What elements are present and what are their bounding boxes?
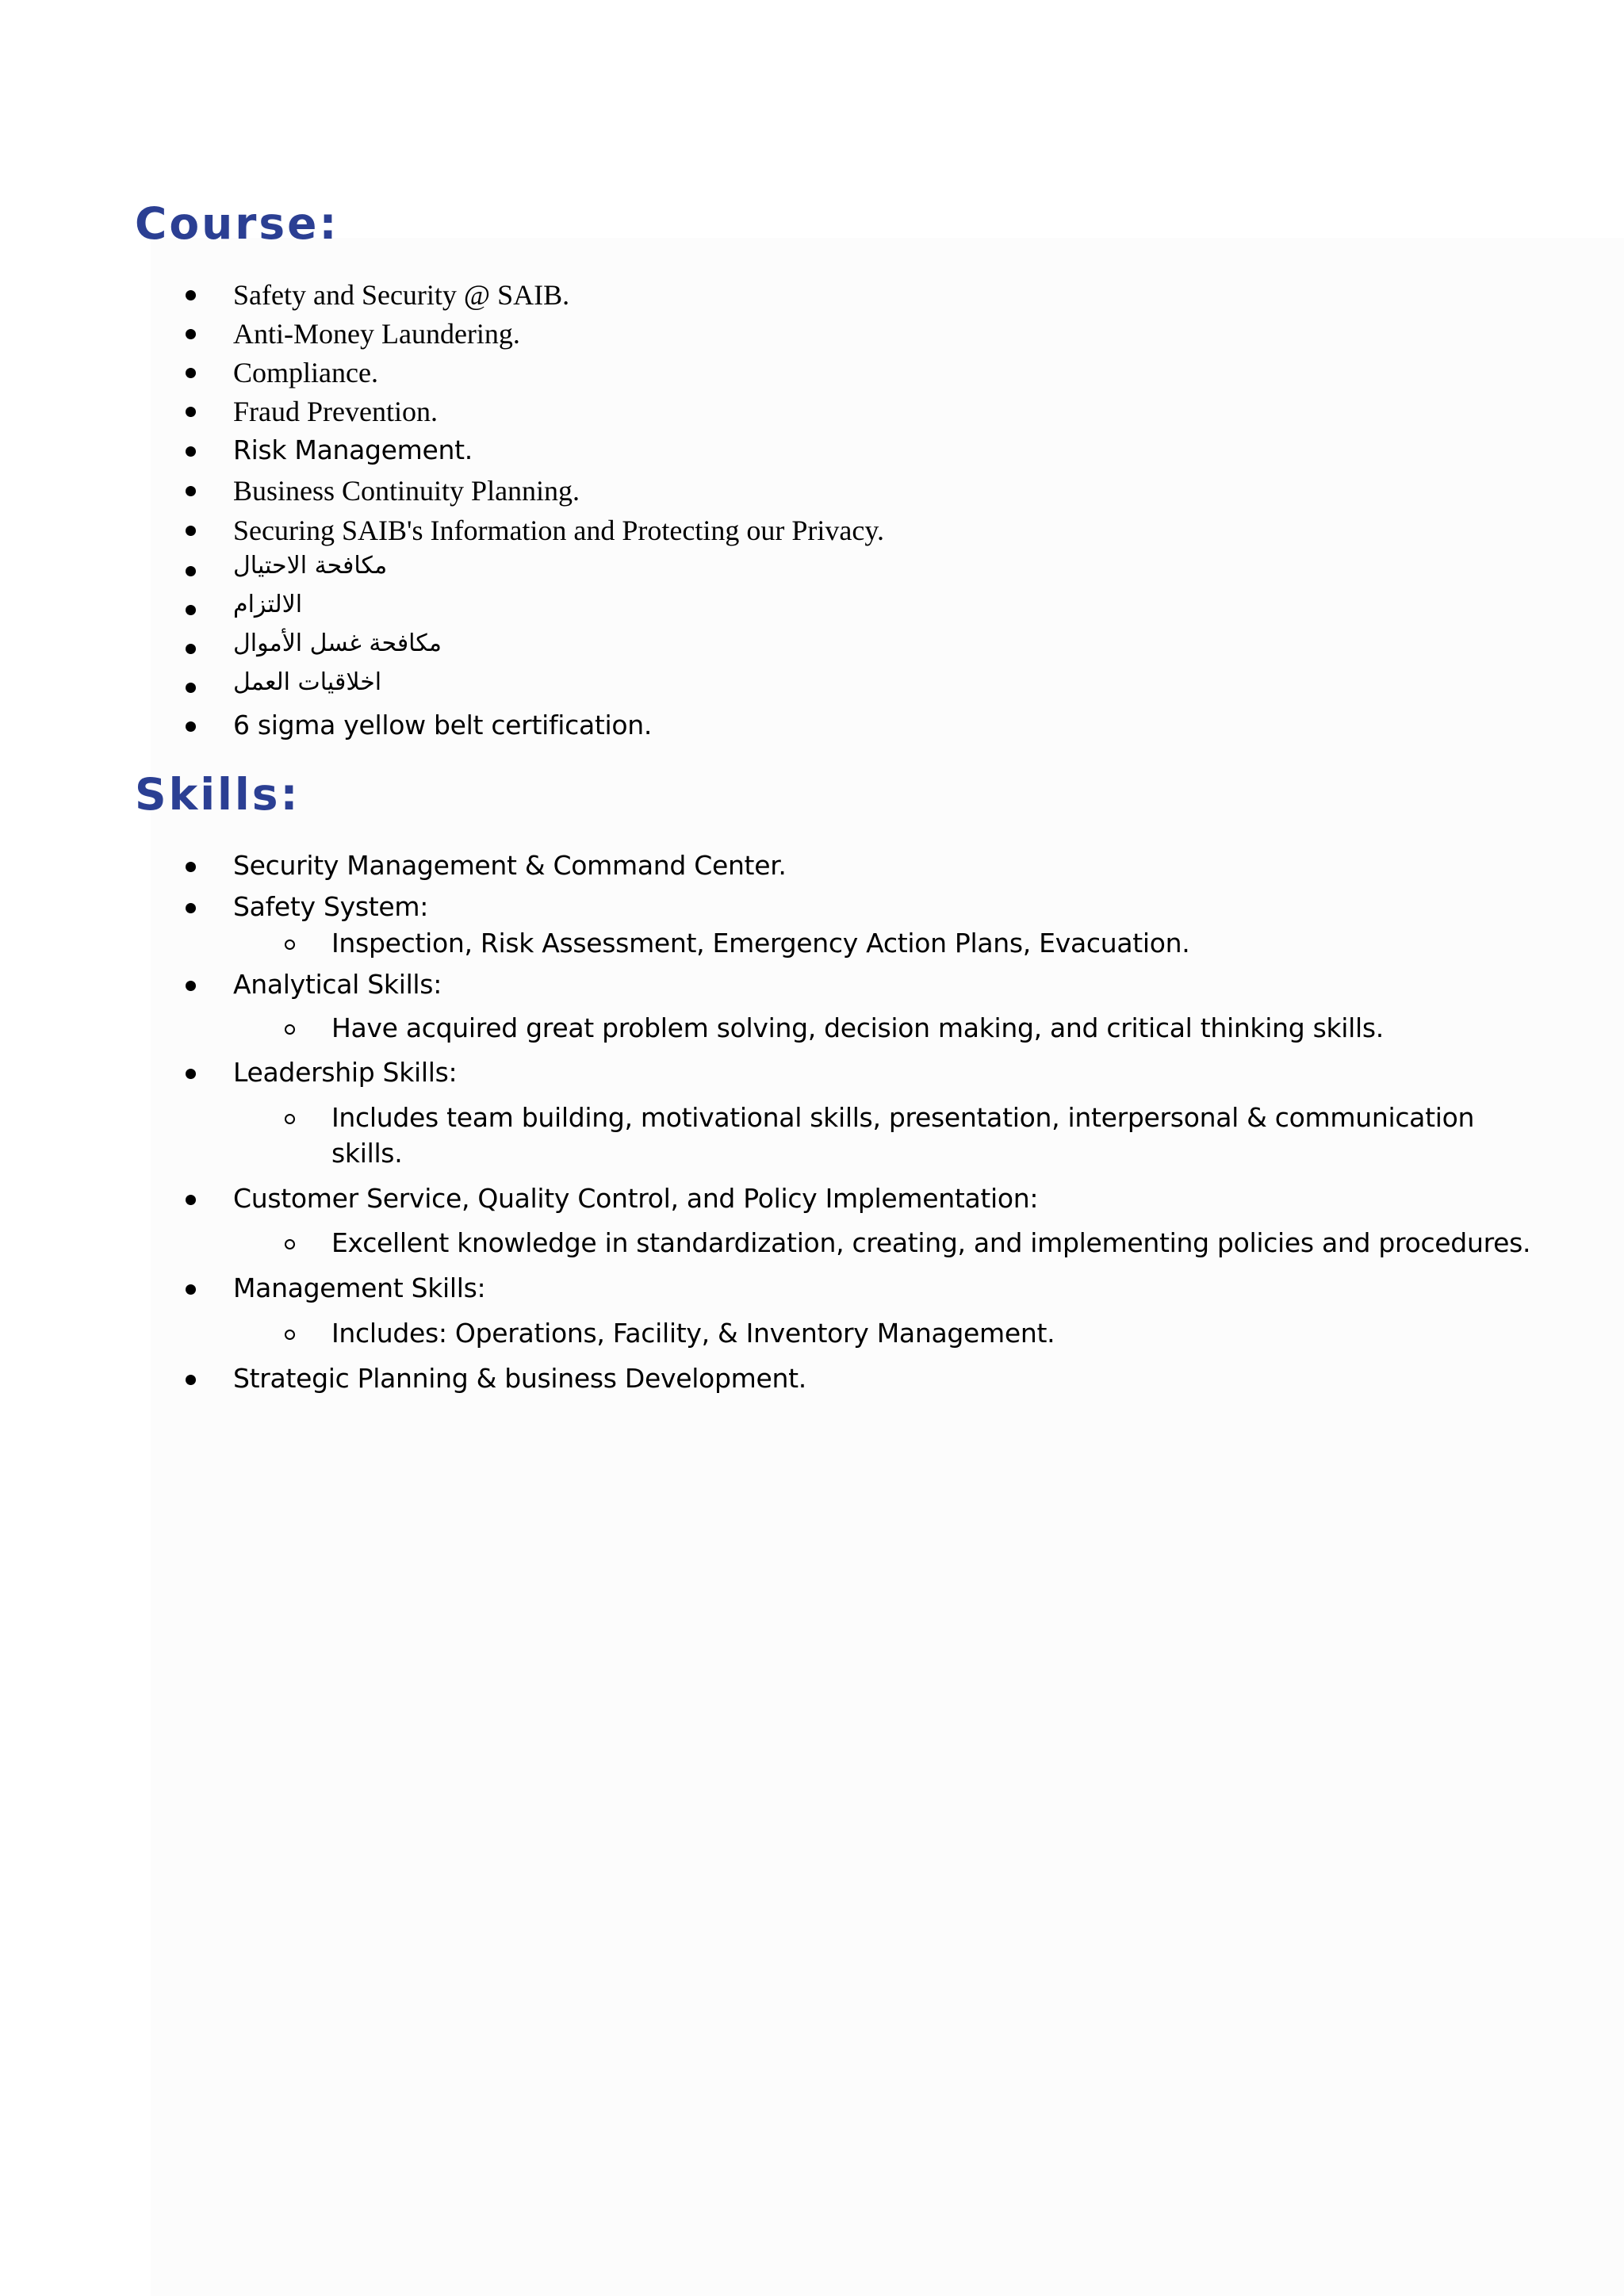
sub-bullet-icon	[285, 1114, 295, 1124]
skills-item-text: Strategic Planning & business Development.	[233, 1363, 806, 1394]
skills-item-text: Leadership Skills:	[233, 1057, 458, 1088]
course-item-text: Anti-Money Laundering.	[233, 318, 520, 350]
bullet-icon	[186, 486, 196, 496]
skills-heading: Skills:	[135, 769, 301, 820]
bullet-icon	[186, 903, 196, 913]
skills-subitem	[0, 1225, 1531, 1265]
course-item	[0, 589, 1507, 629]
bullet-icon	[186, 566, 196, 576]
bullet-icon	[186, 862, 196, 872]
course-item-text: 6 sigma yellow belt certification.	[233, 710, 653, 740]
skills-item-text: Safety System:	[233, 891, 429, 922]
course-item-text: Risk Management.	[233, 434, 473, 465]
skills-item	[0, 848, 1507, 887]
skills-item-text: Security Management & Command Center.	[233, 850, 787, 881]
course-item	[0, 707, 1507, 747]
course-item-text: الالتزام	[233, 591, 303, 618]
course-heading: Course:	[135, 198, 339, 249]
skills-item	[0, 1181, 1507, 1220]
course-item-text: مكافحة غسل الأموال	[233, 629, 442, 657]
course-item	[0, 315, 1507, 354]
bullet-icon	[186, 683, 196, 693]
skills-item	[0, 1054, 1507, 1094]
sub-bullet-icon	[285, 1330, 295, 1340]
course-item-text: مكافحة الاحتيال	[233, 552, 388, 580]
bullet-icon	[186, 526, 196, 536]
bullet-icon	[186, 1375, 196, 1385]
bullet-icon	[186, 605, 196, 615]
sub-bullet-icon	[285, 1239, 295, 1249]
course-item	[0, 472, 1507, 511]
skills-subitem	[0, 1100, 1507, 1139]
bullet-icon	[186, 1069, 196, 1079]
skills-item	[0, 889, 1507, 928]
skills-subitem	[0, 1010, 1507, 1050]
course-item	[0, 432, 1507, 472]
skills-item-text: Management Skills:	[233, 1272, 486, 1303]
skills-item-text: Customer Service, Quality Control, and Policy Implementation:	[233, 1183, 1039, 1214]
course-item-text: Securing SAIB's Information and Protecting our Privacy.	[233, 515, 885, 546]
sub-bullet-icon	[285, 1024, 295, 1035]
skills-subitem-text: Excellent knowledge in standardization, creating, and implementing policies and procedures.	[331, 1227, 1531, 1258]
skills-subitem	[0, 1315, 1507, 1355]
course-item-text: Safety and Security @ SAIB.	[233, 279, 570, 311]
skills-subitem-continuation	[0, 1135, 1507, 1175]
sub-bullet-icon	[285, 939, 295, 950]
bullet-icon	[186, 407, 196, 417]
bullet-icon	[186, 368, 196, 378]
bullet-icon	[186, 644, 196, 654]
bullet-icon	[186, 721, 196, 732]
skills-item	[0, 966, 1507, 1006]
bullet-icon	[186, 981, 196, 991]
skills-subitem	[0, 925, 1507, 965]
skills-subitem-text: Includes team building, motivational skills, presentation, interpersonal & communication	[331, 1102, 1475, 1133]
course-item	[0, 667, 1507, 706]
course-item	[0, 392, 1507, 432]
skills-item	[0, 1360, 1507, 1400]
course-item	[0, 628, 1507, 668]
skills-subitem-text: Includes: Operations, Facility, & Inventory Management.	[331, 1318, 1055, 1349]
bullet-icon	[186, 290, 196, 300]
bullet-icon	[186, 329, 196, 339]
bullet-icon	[186, 1284, 196, 1295]
bullet-icon	[186, 446, 196, 457]
skills-subitem-text: skills.	[331, 1138, 403, 1169]
skills-subitem-text: Have acquired great problem solving, decision making, and critical thinking skills.	[331, 1012, 1384, 1043]
bullet-icon	[186, 1195, 196, 1205]
skills-subitem-text: Inspection, Risk Assessment, Emergency Action Plans, Evacuation.	[331, 928, 1190, 959]
course-item	[0, 550, 1507, 590]
skills-item-text: Analytical Skills:	[233, 969, 442, 1000]
course-item	[0, 276, 1507, 316]
course-item-text: اخلاقيات العمل	[233, 668, 382, 696]
course-item	[0, 511, 1507, 551]
skills-item	[0, 1270, 1507, 1310]
course-item	[0, 354, 1507, 393]
course-item-text: Business Continuity Planning.	[233, 475, 580, 507]
course-item-text: Compliance.	[233, 357, 378, 388]
course-item-text: Fraud Prevention.	[233, 396, 438, 427]
